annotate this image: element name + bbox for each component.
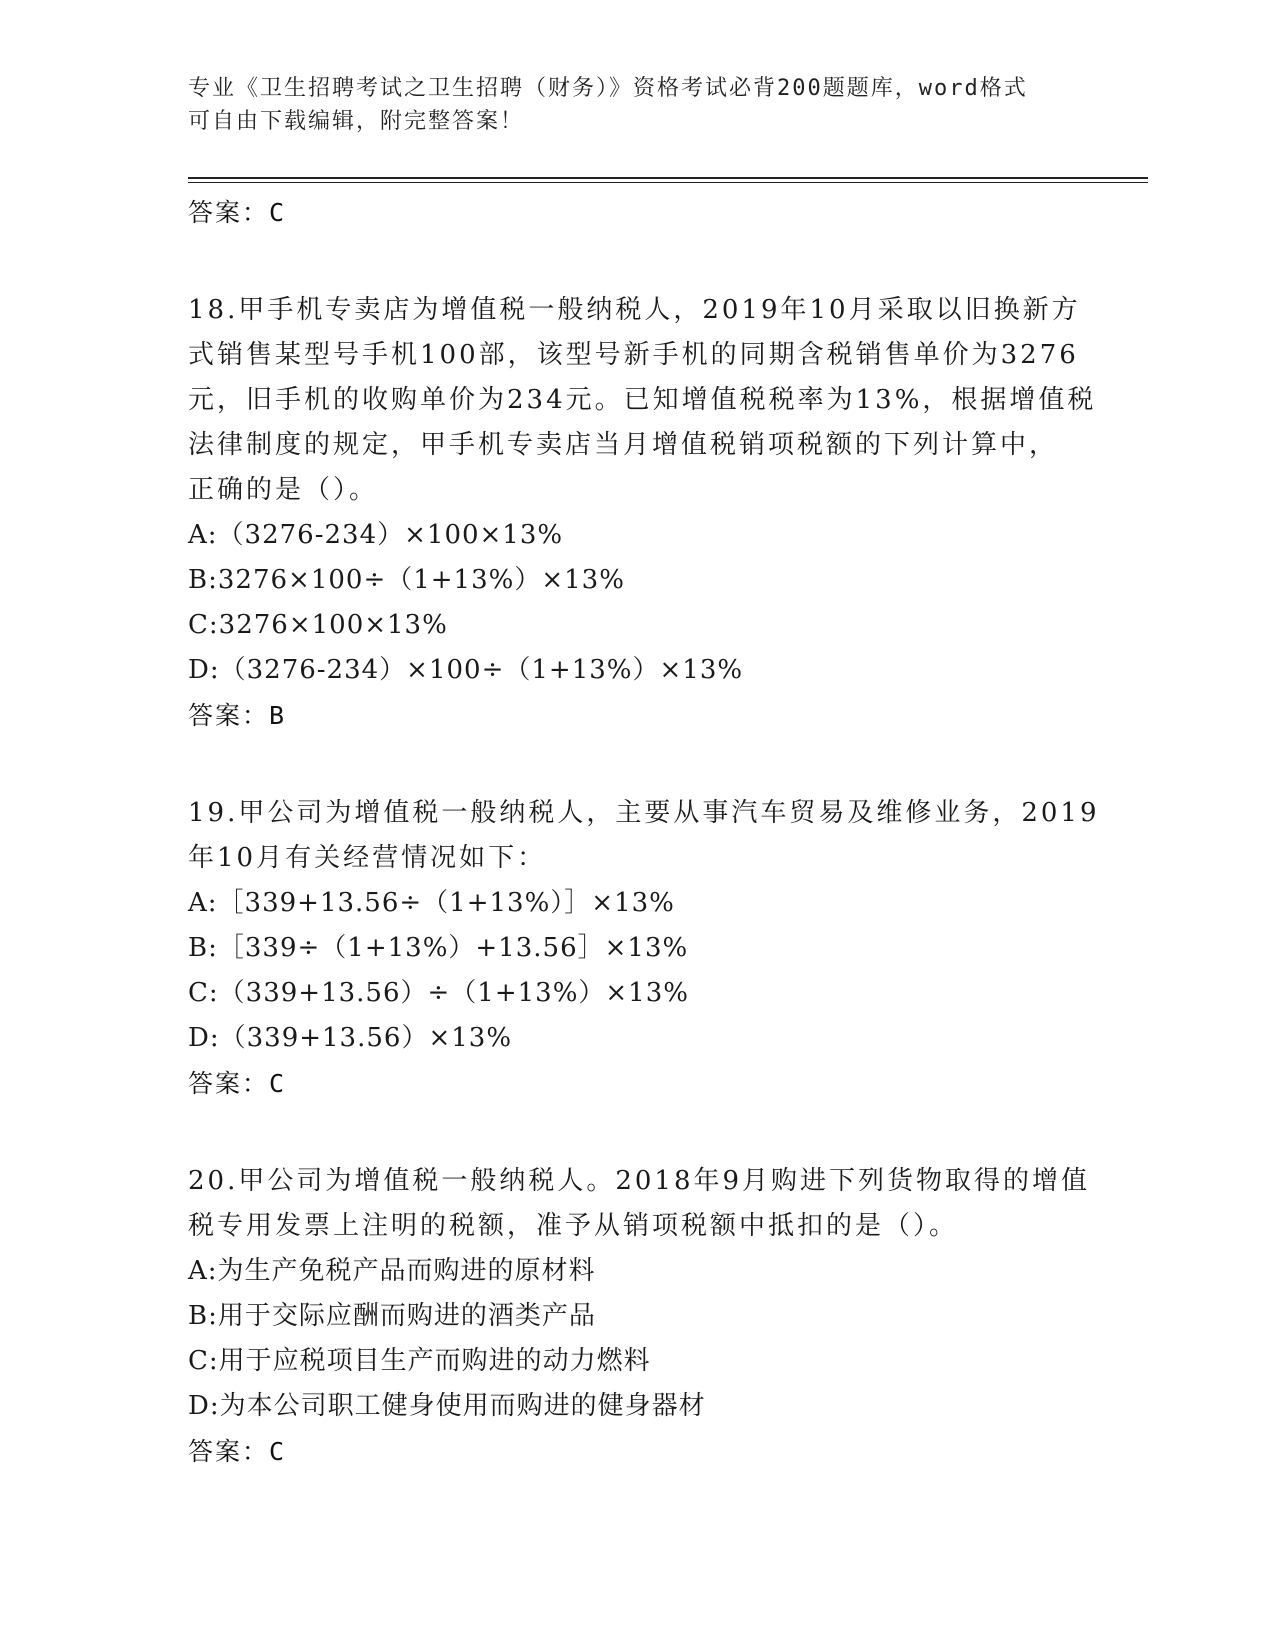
option-b: B:用于交际应酬而购进的酒类产品 [188,1301,596,1331]
question-text-line: 法律制度的规定，甲手机专卖店当月增值税销项税额的下列计算中， [188,430,1059,460]
header-divider-thin [188,182,1148,183]
option-a: A:为生产免税产品而购进的原材料 [188,1256,596,1286]
option-c: C:（339+13.56）÷（1+13%）×13% [188,978,689,1008]
option-a: A:［339+13.56÷（1+13%）］×13% [188,888,675,918]
option-b: B:［339÷（1+13%）+13.56］×13% [188,933,689,963]
question-text-line: 税专用发票上注明的税额，准予从销项税额中抵扣的是（）。 [188,1211,959,1241]
question-text-line: 19.甲公司为增值税一般纳税人，主要从事汽车贸易及维修业务，2019 [188,798,1100,828]
option-b: B:3276×100÷（1+13%）×13% [188,565,625,595]
question-20 [188,1159,1091,1475]
question-text-line: 式销售某型号手机100部，该型号新手机的同期含税销售单价为3276 [188,340,1079,370]
question-list [188,190,1100,1475]
answer-line: 答案：C [188,1069,287,1098]
question-18 [188,288,1097,739]
question-text-line: 18.甲手机专卖店为增值税一般纳税人，2019年10月采取以旧换新方 [188,295,1081,325]
page-header [188,72,1068,138]
option-a: A:（3276-234）×100×13% [188,520,564,550]
question-text-line: 20.甲公司为增值税一般纳税人。2018年9月购进下列货物取得的增值 [188,1166,1091,1196]
question-text-line: 正确的是（）。 [188,475,379,505]
header-divider-thick [188,177,1148,179]
option-d: D:（339+13.56）×13% [188,1023,513,1053]
answer-line: 答案：B [188,701,287,730]
header-line: 专业《卫生招聘考试之卫生招聘（财务）》资格考试必背200题题库，word格式 [188,76,1028,101]
answer-line: 答案：C [188,1437,287,1466]
question-text-line: 年10月有关经营情况如下： [188,843,547,873]
option-c: C:用于应税项目生产而购进的动力燃料 [188,1346,651,1376]
header-line: 可自由下载编辑，附完整答案！ [188,109,525,134]
question-text-line: 元，旧手机的收购单价为234元。已知增值税税率为13%，根据增值税 [188,385,1097,415]
option-d: D:（3276-234）×100÷（1+13%）×13% [188,655,744,685]
answer-line: 答案：C [188,198,287,227]
option-d: D:为本公司职工健身使用而购进的健身器材 [188,1391,706,1421]
option-c: C:3276×100×13% [188,610,448,640]
question-19 [188,791,1100,1107]
